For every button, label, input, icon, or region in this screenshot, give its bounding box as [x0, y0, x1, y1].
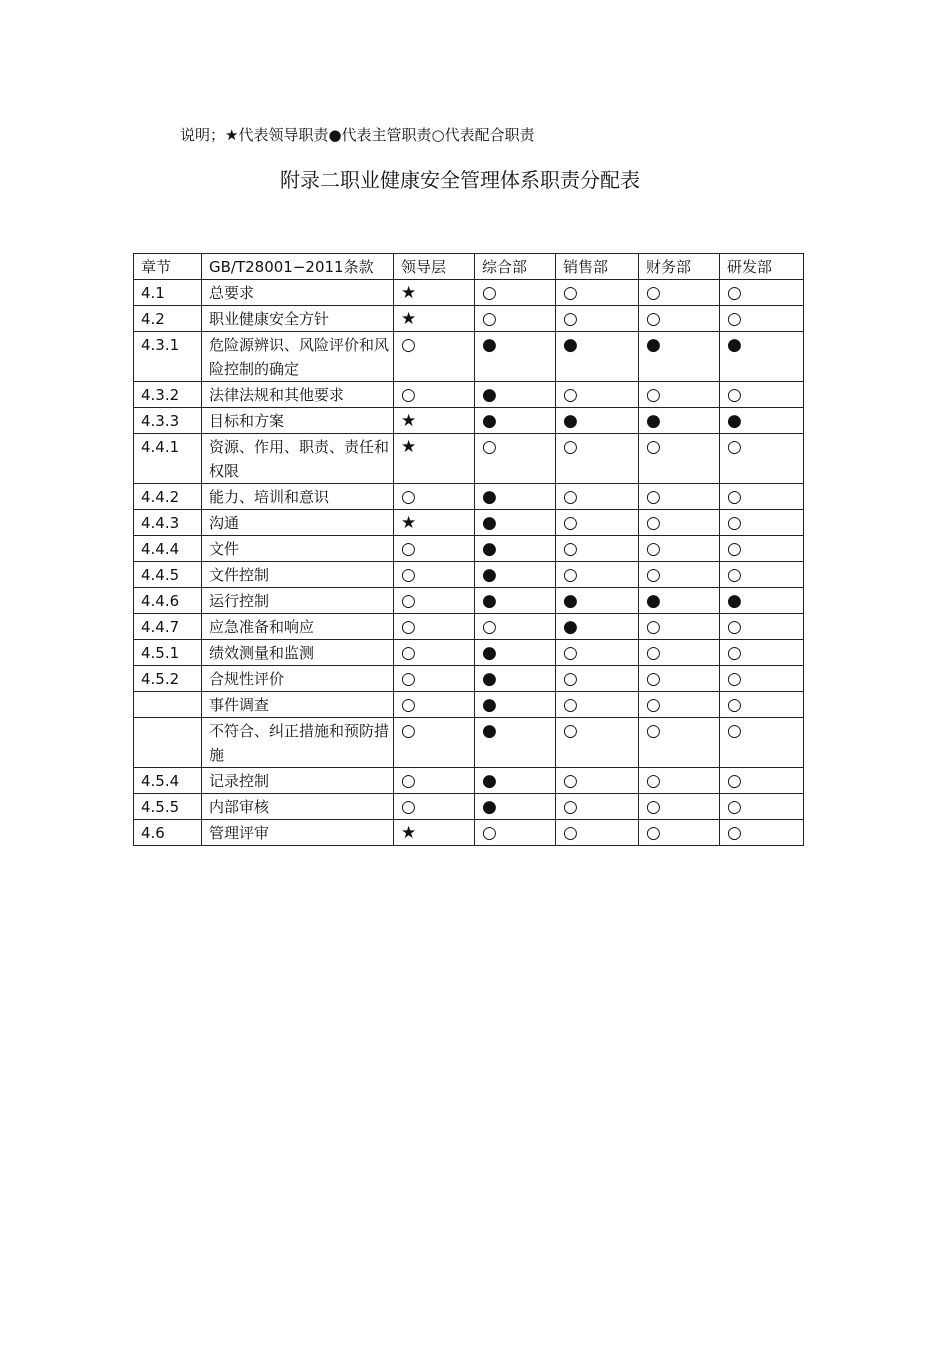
finance-dept-mark: ○ [646, 539, 661, 559]
general-dept-mark-cell [475, 588, 556, 614]
leadership-mark: ○ [401, 643, 416, 663]
sales-dept-mark: ○ [563, 385, 578, 405]
table-row [134, 332, 804, 382]
section-number: 4.2 [134, 306, 202, 332]
sales-dept-mark-cell [556, 666, 639, 692]
leadership-mark-cell [394, 692, 475, 718]
leadership-mark-cell [394, 510, 475, 536]
section-number: 4.3.1 [134, 332, 202, 382]
leadership-mark-cell [394, 408, 475, 434]
rd-dept-mark-cell [720, 332, 804, 382]
header-finance-dept: 财务部 [639, 254, 720, 280]
finance-dept-mark-cell [639, 692, 720, 718]
clause-name: 事件调查 [202, 692, 394, 718]
header-clause: GB/T28001−2011条款 [202, 254, 394, 280]
clause-name: 运行控制 [202, 588, 394, 614]
rd-dept-mark-cell [720, 280, 804, 306]
section-number: 4.6 [134, 820, 202, 846]
leadership-mark: ○ [401, 669, 416, 689]
finance-dept-mark: ○ [646, 669, 661, 689]
general-dept-mark-cell [475, 382, 556, 408]
general-dept-mark: ● [482, 513, 497, 533]
rd-dept-mark-cell [720, 562, 804, 588]
general-dept-mark: ● [482, 643, 497, 663]
sales-dept-mark-cell [556, 718, 639, 768]
general-dept-mark: ● [482, 771, 497, 791]
leadership-mark: ○ [401, 797, 416, 817]
table-row [134, 382, 804, 408]
table-header-row [134, 254, 804, 280]
general-dept-mark-cell [475, 692, 556, 718]
general-dept-mark: ● [482, 669, 497, 689]
section-number: 4.4.6 [134, 588, 202, 614]
sales-dept-mark-cell [556, 692, 639, 718]
finance-dept-mark-cell [639, 794, 720, 820]
table-row [134, 718, 804, 768]
table-body [134, 280, 804, 846]
finance-dept-mark-cell [639, 484, 720, 510]
sales-dept-mark: ● [563, 335, 578, 355]
finance-dept-mark-cell [639, 332, 720, 382]
leadership-mark: ○ [401, 539, 416, 559]
general-dept-mark-cell [475, 666, 556, 692]
header-sales-dept: 销售部 [556, 254, 639, 280]
table-row [134, 408, 804, 434]
rd-dept-mark-cell [720, 666, 804, 692]
section-number: 4.5.1 [134, 640, 202, 666]
sales-dept-mark-cell [556, 768, 639, 794]
leadership-mark: ○ [401, 487, 416, 507]
clause-name: 资源、作用、职责、责任和权限 [202, 434, 394, 484]
document-title: 附录二职业健康安全管理体系职责分配表 [280, 168, 640, 192]
rd-dept-mark: ○ [727, 669, 742, 689]
general-dept-mark: ○ [482, 617, 497, 637]
rd-dept-mark: ○ [727, 721, 742, 741]
general-dept-mark: ● [482, 721, 497, 741]
section-number: 4.4.2 [134, 484, 202, 510]
sales-dept-mark-cell [556, 536, 639, 562]
sales-dept-mark: ○ [563, 539, 578, 559]
sales-dept-mark: ○ [563, 437, 578, 457]
sales-dept-mark: ● [563, 591, 578, 611]
general-dept-mark: ● [482, 385, 497, 405]
legend-note: 说明；★代表领导职责●代表主管职责○代表配合职责 [180, 126, 535, 144]
general-dept-mark-cell [475, 718, 556, 768]
leadership-mark-cell [394, 434, 475, 484]
clause-name: 内部审核 [202, 794, 394, 820]
leadership-mark: ○ [401, 565, 416, 585]
rd-dept-mark-cell [720, 306, 804, 332]
clause-name: 记录控制 [202, 768, 394, 794]
table-row [134, 484, 804, 510]
sales-dept-mark-cell [556, 306, 639, 332]
rd-dept-mark-cell [720, 718, 804, 768]
rd-dept-mark: ○ [727, 487, 742, 507]
rd-dept-mark-cell [720, 768, 804, 794]
finance-dept-mark: ○ [646, 721, 661, 741]
sales-dept-mark-cell [556, 794, 639, 820]
leadership-mark: ★ [401, 309, 417, 329]
clause-name: 绩效测量和监测 [202, 640, 394, 666]
table-row [134, 768, 804, 794]
clause-name: 应急准备和响应 [202, 614, 394, 640]
rd-dept-mark: ● [727, 411, 742, 431]
table-row [134, 562, 804, 588]
leadership-mark: ○ [401, 771, 416, 791]
table-row [134, 588, 804, 614]
finance-dept-mark-cell [639, 718, 720, 768]
general-dept-mark: ○ [482, 309, 497, 329]
rd-dept-mark: ○ [727, 309, 742, 329]
sales-dept-mark-cell [556, 588, 639, 614]
general-dept-mark-cell [475, 536, 556, 562]
general-dept-mark: ○ [482, 823, 497, 843]
leadership-mark-cell [394, 562, 475, 588]
sales-dept-mark-cell [556, 332, 639, 382]
rd-dept-mark: ○ [727, 539, 742, 559]
finance-dept-mark: ○ [646, 823, 661, 843]
finance-dept-mark-cell [639, 434, 720, 484]
sales-dept-mark: ○ [563, 721, 578, 741]
sales-dept-mark-cell [556, 382, 639, 408]
leadership-mark-cell [394, 306, 475, 332]
general-dept-mark-cell [475, 510, 556, 536]
finance-dept-mark: ○ [646, 797, 661, 817]
rd-dept-mark: ● [727, 335, 742, 355]
finance-dept-mark: ○ [646, 643, 661, 663]
sales-dept-mark-cell [556, 434, 639, 484]
section-number: 4.3.3 [134, 408, 202, 434]
leadership-mark-cell [394, 588, 475, 614]
general-dept-mark-cell [475, 640, 556, 666]
sales-dept-mark-cell [556, 510, 639, 536]
leadership-mark-cell [394, 718, 475, 768]
finance-dept-mark-cell [639, 280, 720, 306]
sales-dept-mark: ○ [563, 643, 578, 663]
table-row [134, 536, 804, 562]
section-number: 4.1 [134, 280, 202, 306]
rd-dept-mark-cell [720, 510, 804, 536]
section-number: 4.5.5 [134, 794, 202, 820]
finance-dept-mark-cell [639, 666, 720, 692]
general-dept-mark-cell [475, 484, 556, 510]
table-row [134, 306, 804, 332]
finance-dept-mark-cell [639, 536, 720, 562]
rd-dept-mark: ○ [727, 617, 742, 637]
general-dept-mark: ● [482, 539, 497, 559]
sales-dept-mark: ○ [563, 513, 578, 533]
leadership-mark: ○ [401, 385, 416, 405]
finance-dept-mark: ○ [646, 283, 661, 303]
table-row [134, 820, 804, 846]
general-dept-mark-cell [475, 820, 556, 846]
section-number: 4.5.4 [134, 768, 202, 794]
finance-dept-mark: ● [646, 335, 661, 355]
leadership-mark: ★ [401, 823, 417, 843]
header-general-dept: 综合部 [475, 254, 556, 280]
rd-dept-mark: ○ [727, 823, 742, 843]
clause-name: 职业健康安全方针 [202, 306, 394, 332]
sales-dept-mark: ○ [563, 487, 578, 507]
header-leadership: 领导层 [394, 254, 475, 280]
section-number: 4.4.3 [134, 510, 202, 536]
clause-name: 管理评审 [202, 820, 394, 846]
section-number: 4.5.2 [134, 666, 202, 692]
rd-dept-mark-cell [720, 614, 804, 640]
section-number: 4.4.4 [134, 536, 202, 562]
sales-dept-mark-cell [556, 820, 639, 846]
rd-dept-mark: ○ [727, 797, 742, 817]
rd-dept-mark-cell [720, 536, 804, 562]
leadership-mark-cell [394, 666, 475, 692]
leadership-mark-cell [394, 794, 475, 820]
finance-dept-mark-cell [639, 820, 720, 846]
sales-dept-mark: ○ [563, 797, 578, 817]
section-number: 4.3.2 [134, 382, 202, 408]
table-row [134, 614, 804, 640]
sales-dept-mark-cell [556, 640, 639, 666]
rd-dept-mark-cell [720, 484, 804, 510]
rd-dept-mark: ○ [727, 643, 742, 663]
leadership-mark: ★ [401, 437, 417, 457]
general-dept-mark: ● [482, 695, 497, 715]
clause-name: 不符合、纠正措施和预防措施 [202, 718, 394, 768]
sales-dept-mark: ○ [563, 309, 578, 329]
general-dept-mark: ○ [482, 283, 497, 303]
sales-dept-mark-cell [556, 614, 639, 640]
table-row [134, 692, 804, 718]
leadership-mark-cell [394, 640, 475, 666]
general-dept-mark-cell [475, 332, 556, 382]
general-dept-mark-cell [475, 614, 556, 640]
leadership-mark: ★ [401, 283, 417, 303]
clause-name: 法律法规和其他要求 [202, 382, 394, 408]
finance-dept-mark-cell [639, 614, 720, 640]
clause-name: 合规性评价 [202, 666, 394, 692]
leadership-mark: ○ [401, 617, 416, 637]
section-number [134, 718, 202, 768]
rd-dept-mark-cell [720, 588, 804, 614]
leadership-mark: ○ [401, 335, 416, 355]
table-row [134, 280, 804, 306]
finance-dept-mark: ○ [646, 617, 661, 637]
rd-dept-mark-cell [720, 382, 804, 408]
finance-dept-mark: ● [646, 591, 661, 611]
finance-dept-mark: ● [646, 411, 661, 431]
sales-dept-mark-cell [556, 408, 639, 434]
sales-dept-mark: ○ [563, 669, 578, 689]
leadership-mark: ○ [401, 695, 416, 715]
general-dept-mark-cell [475, 562, 556, 588]
finance-dept-mark-cell [639, 562, 720, 588]
finance-dept-mark: ○ [646, 437, 661, 457]
sales-dept-mark: ○ [563, 695, 578, 715]
section-number: 4.4.1 [134, 434, 202, 484]
responsibility-table [133, 253, 804, 846]
table-row [134, 640, 804, 666]
finance-dept-mark: ○ [646, 309, 661, 329]
sales-dept-mark: ● [563, 617, 578, 637]
header-rd-dept: 研发部 [720, 254, 804, 280]
rd-dept-mark: ○ [727, 437, 742, 457]
sales-dept-mark-cell [556, 280, 639, 306]
finance-dept-mark-cell [639, 408, 720, 434]
rd-dept-mark-cell [720, 640, 804, 666]
general-dept-mark-cell [475, 794, 556, 820]
rd-dept-mark: ○ [727, 283, 742, 303]
leadership-mark: ○ [401, 591, 416, 611]
general-dept-mark-cell [475, 434, 556, 484]
leadership-mark-cell [394, 280, 475, 306]
rd-dept-mark: ○ [727, 771, 742, 791]
clause-name: 目标和方案 [202, 408, 394, 434]
finance-dept-mark: ○ [646, 565, 661, 585]
clause-name: 总要求 [202, 280, 394, 306]
leadership-mark: ★ [401, 411, 417, 431]
rd-dept-mark-cell [720, 692, 804, 718]
clause-name: 沟通 [202, 510, 394, 536]
finance-dept-mark-cell [639, 768, 720, 794]
sales-dept-mark: ● [563, 411, 578, 431]
leadership-mark-cell [394, 768, 475, 794]
table-row [134, 666, 804, 692]
general-dept-mark-cell [475, 768, 556, 794]
table-row [134, 794, 804, 820]
general-dept-mark: ● [482, 591, 497, 611]
leadership-mark: ○ [401, 721, 416, 741]
section-number: 4.4.5 [134, 562, 202, 588]
general-dept-mark: ○ [482, 437, 497, 457]
clause-name: 危险源辨识、风险评价和风险控制的确定 [202, 332, 394, 382]
rd-dept-mark: ○ [727, 513, 742, 533]
section-number [134, 692, 202, 718]
leadership-mark-cell [394, 332, 475, 382]
clause-name: 文件 [202, 536, 394, 562]
leadership-mark-cell [394, 484, 475, 510]
finance-dept-mark: ○ [646, 771, 661, 791]
finance-dept-mark-cell [639, 382, 720, 408]
finance-dept-mark: ○ [646, 695, 661, 715]
table-row [134, 434, 804, 484]
rd-dept-mark: ● [727, 591, 742, 611]
finance-dept-mark: ○ [646, 513, 661, 533]
general-dept-mark: ● [482, 565, 497, 585]
general-dept-mark-cell [475, 306, 556, 332]
general-dept-mark: ● [482, 411, 497, 431]
rd-dept-mark-cell [720, 794, 804, 820]
general-dept-mark: ● [482, 797, 497, 817]
finance-dept-mark: ○ [646, 487, 661, 507]
sales-dept-mark-cell [556, 562, 639, 588]
rd-dept-mark-cell [720, 434, 804, 484]
section-number: 4.4.7 [134, 614, 202, 640]
general-dept-mark-cell [475, 408, 556, 434]
sales-dept-mark-cell [556, 484, 639, 510]
sales-dept-mark: ○ [563, 283, 578, 303]
rd-dept-mark: ○ [727, 565, 742, 585]
general-dept-mark-cell [475, 280, 556, 306]
rd-dept-mark: ○ [727, 385, 742, 405]
finance-dept-mark: ○ [646, 385, 661, 405]
leadership-mark-cell [394, 820, 475, 846]
finance-dept-mark-cell [639, 306, 720, 332]
leadership-mark-cell [394, 614, 475, 640]
rd-dept-mark-cell [720, 408, 804, 434]
header-section: 章节 [134, 254, 202, 280]
sales-dept-mark: ○ [563, 565, 578, 585]
finance-dept-mark-cell [639, 510, 720, 536]
sales-dept-mark: ○ [563, 823, 578, 843]
clause-name: 能力、培训和意识 [202, 484, 394, 510]
sales-dept-mark: ○ [563, 771, 578, 791]
leadership-mark: ★ [401, 513, 417, 533]
leadership-mark-cell [394, 536, 475, 562]
general-dept-mark: ● [482, 335, 497, 355]
rd-dept-mark: ○ [727, 695, 742, 715]
clause-name: 文件控制 [202, 562, 394, 588]
leadership-mark-cell [394, 382, 475, 408]
finance-dept-mark-cell [639, 640, 720, 666]
rd-dept-mark-cell [720, 820, 804, 846]
general-dept-mark: ● [482, 487, 497, 507]
finance-dept-mark-cell [639, 588, 720, 614]
table-row [134, 510, 804, 536]
